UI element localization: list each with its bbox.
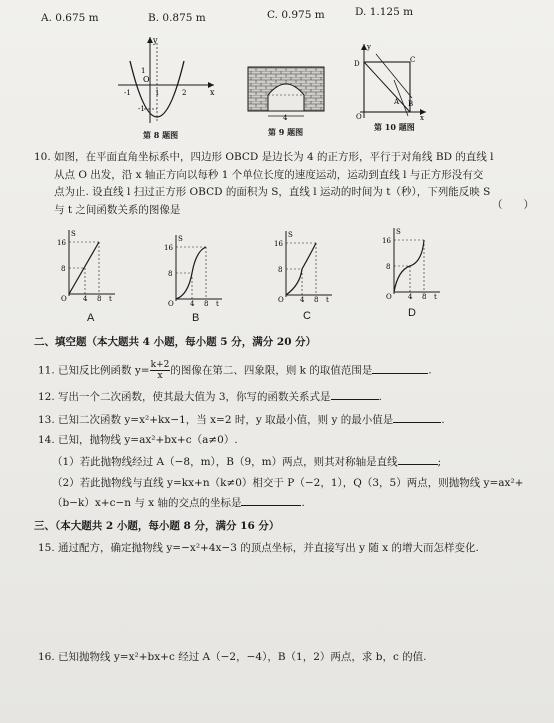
graph-b-x8: 8 (204, 300, 209, 307)
q14-part-2a: （2）若此抛物线与直线 y=kx+n（k≠0）相交于 P（−2，1），Q（3，5）两点，则抛物线 y=ax²+ (52, 477, 524, 489)
graph-b-s-label: S (178, 235, 183, 243)
figure-10-square (350, 40, 428, 120)
q13-text: 13. 已知二次函数 y=x²+kx−1，当 x=2 时，y 取最小值，则 y 的最小值是 (38, 414, 394, 426)
option-d-label: D (408, 307, 416, 319)
graph-c-4: 4 (300, 296, 305, 303)
fig8-label-yneg1: -1 (138, 105, 145, 113)
q10-graph-c (272, 227, 334, 303)
q10-line-3: 点为止. 设直线 l 扫过正方形 OBCD 的面积为 S，直线 l 运动的时间为 t（秒），下列能反映 S (54, 186, 491, 198)
q14-p2b-text: （b−k）x+c−n 与 x 轴的交点的坐标是 (52, 497, 242, 509)
q11-answer-blank[interactable] (372, 363, 428, 374)
graph-b-t: t (216, 300, 219, 307)
q11-pre: 11. 已知反比例函数 y= (38, 364, 150, 377)
fig8-label-y: y (153, 36, 158, 45)
q14-p1-answer-blank[interactable] (398, 454, 438, 465)
q12-text: 12. 写出一个二次函数，使其最大值为 3，你写的函数关系式是 (38, 391, 331, 403)
fig8-label-y1: 1 (141, 67, 146, 75)
q14-p2-answer-blank[interactable] (241, 495, 301, 506)
q10-line-4: 与 t 之间函数关系的图像是 (54, 204, 181, 216)
fig8-label-1: 1 (155, 89, 160, 97)
graph-b-o: O (168, 300, 174, 307)
q10-line-1: 10. 如图，在平面直角坐标系中，四边形 OBCD 是边长为 4 的正方形，平行于对角线 BD 的直线 l (34, 151, 494, 163)
option-a-label: A (87, 312, 95, 324)
choice-b: B. 0.875 m (148, 12, 206, 24)
q10-answer-paren: （ ） (492, 199, 534, 211)
graph-a-o: O (61, 295, 67, 302)
q14-stem: 14. 已知，抛物线 y=ax²+bx+c（a≠0）. (38, 434, 238, 446)
q15: 15. 通过配方，确定抛物线 y=−x²+4x−3 的顶点坐标，并直接写出 y 随 x 的增大而怎样变化. (38, 542, 479, 554)
figure-8-caption: 第 8 题图 (143, 130, 179, 140)
graph-d-s-label: S (396, 228, 401, 236)
q11-numerator: k+2 (150, 360, 170, 370)
option-b-label: B (192, 312, 200, 324)
graph-d-8: 8 (386, 263, 391, 271)
q12: 12. 写出一个二次函数，使其最大值为 3，你写的函数关系式是 . (38, 391, 382, 403)
fig8-label-o: O (143, 75, 150, 84)
choice-d: D. 1.125 m (355, 6, 414, 18)
graph-d-x8: 8 (422, 293, 427, 300)
fig8-label-x: x (210, 88, 215, 97)
graph-c-s-label: S (288, 231, 293, 239)
graph-c-8: 8 (278, 266, 283, 274)
figure-10-caption: 第 10 题图 (374, 122, 415, 132)
graph-b-16: 16 (164, 244, 173, 252)
graph-b-4: 4 (190, 300, 195, 307)
graph-c-x8: 8 (314, 296, 319, 303)
q11-denominator: x (157, 371, 163, 381)
choice-c: C. 0.975 m (267, 9, 325, 21)
fig8-label-neg1: -1 (124, 89, 131, 97)
graph-c-o: O (278, 296, 284, 303)
q14-p1-text: （1）若此抛物线经过 A（−8，m），B（9，m）两点，则其对称轴是直线 (52, 456, 398, 468)
graph-c-16: 16 (274, 240, 283, 248)
graph-a-t: t (109, 295, 112, 302)
fig10-label-c: C (410, 56, 416, 64)
q11: 11. 已知反比例函数 y= $\frac{k+2}{x}$ 的图像在第二、四象限，则 k 的取值范围是 . (38, 360, 432, 381)
graph-a-8: 8 (61, 265, 66, 273)
q12-answer-blank[interactable] (331, 389, 379, 400)
q11-post: 的图像在第二、四象限，则 k 的取值范围是 (170, 364, 373, 377)
fig10-label-y: y (367, 43, 371, 51)
q10-graph-d (380, 224, 442, 300)
choice-a: A. 0.675 m (41, 12, 99, 24)
fig10-label-b: B (408, 100, 414, 108)
q13: 13. 已知二次函数 y=x²+kx−1，当 x=2 时，y 取最小值，则 y 的最小值是 . (38, 414, 445, 426)
figure-9-arch (246, 65, 326, 120)
graph-d-t: t (434, 293, 437, 300)
q13-answer-blank[interactable] (393, 412, 441, 423)
option-c-label: C (303, 310, 311, 322)
fig9-label-width: 4 (283, 114, 288, 120)
q10-line-2: 从点 O 出发，沿 x 轴正方向以每秒 1 个单位长度的速度运动，运动到直线 l 与正方形没有交 (54, 169, 484, 181)
graph-a-x8: 8 (97, 295, 102, 302)
fig8-label-2: 2 (182, 89, 187, 97)
q14-part-2b: （b−k）x+c−n 与 x 轴的交点的坐标是 . (52, 497, 305, 509)
graph-c-t: t (326, 296, 329, 303)
q11-fraction (150, 360, 171, 381)
section-2-title: 二、填空题（本大题共 4 小题，每小题 5 分，满分 20 分） (34, 336, 317, 348)
graph-d-16: 16 (382, 237, 391, 245)
fig10-label-o: O (356, 113, 362, 120)
graph-d-o: O (386, 293, 392, 300)
section-3-title: 三、（本大题共 2 小题，每小题 8 分，满分 16 分） (34, 520, 280, 532)
q10-graph-a (55, 226, 117, 302)
fig10-label-a: A (394, 98, 400, 106)
fig10-label-d: D (354, 60, 360, 68)
graph-a-16: 16 (57, 239, 66, 247)
fig10-label-x: x (420, 114, 424, 120)
figure-9-caption: 第 9 题图 (268, 127, 304, 137)
q14-part-1: （1）若此抛物线经过 A（−8，m），B（9，m）两点，则其对称轴是直线 ; (52, 456, 442, 468)
q16: 16. 已知抛物线 y=x²+bx+c 经过 A（−2，−4），B（1，2）两点，求 b，c 的值. (38, 651, 427, 663)
q10-graph-b (162, 231, 224, 307)
graph-b-8: 8 (168, 270, 173, 278)
graph-a-s-label: S (71, 230, 76, 238)
figure-8-parabola (112, 33, 222, 128)
graph-a-4: 4 (83, 295, 88, 302)
graph-d-4: 4 (408, 293, 413, 300)
